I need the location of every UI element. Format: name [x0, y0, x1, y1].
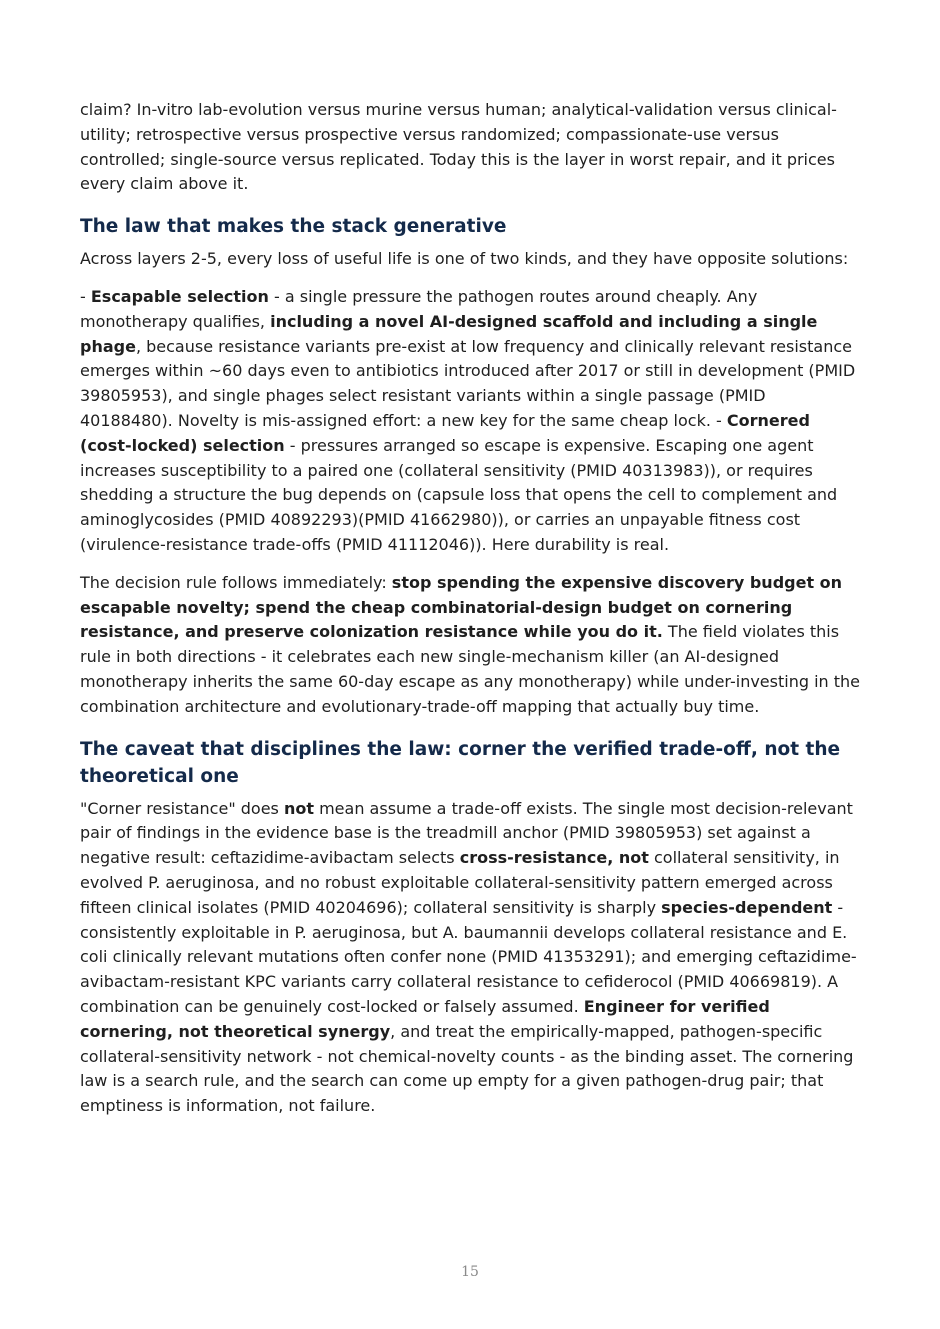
section-heading-law: The law that makes the stack generative [80, 216, 507, 238]
bold-term: cross-resistance, not [459, 848, 649, 868]
law-paragraph-3: The decision rule follows immediately: stop spending the expensive discovery budget on escapable novelty; spend the cheap combinatorial-design budget on cornering resistance, and preserve colonization resistance while you do it. The field violates this rule in both directions - it celebrates each new single-mechanism killer (an AI-designed monotherapy inherits the same 60-day escape as any monotherapy) while under-investing in the combination architecture and evolutionary-trade-off mapping that actually buy time. [80, 572, 861, 716]
law-paragraph-2: - Escapable selection - a single pressure the pathogen routes around cheaply. Any monotherapy qualifies, including a novel AI-designed scaffold and including a single phage, because resistance variants pre-exist at low frequency and clinically relevant resistance emerges within ~60 days even to antibiotics introduced after 2017 or still in development (PMID 39805953), and single phages select resistant variants within a single passage (PMID 40188480). Novelty is mis-assigned effort: a new key for the same cheap lock. - Cornered (cost-locked) selection - pressures arranged so escape is expensive. Escaping one agent increases susceptibility to a paired one (collateral sensitivity (PMID 40313983)), or requires shedding a structure the bug depends on (capsule loss that opens the cell to complement and aminoglycosides (PMID 40892293)(PMID 41662980)), or carries an unpayable fitness cost (virulence-resistance trade-offs (PMID 41112046)). Here durability is real. [80, 286, 856, 554]
bold-term: species-dependent [661, 897, 833, 917]
caveat-paragraph: "Corner resistance" does not mean assume a trade-off exists. The single most decision-relevant pair of findings in the evidence base is the treadmill anchor (PMID 39805953) set against a negative result: ceftazidime-avibactam selects cross-resistance, not collateral sensitivity, in evolved P. aeruginosa, and no robust exploitable collateral-sensitivity pattern emerged across fifteen clinical isolates (PMID 40204696); collateral sensitivity is sharply species-dependent - consistently exploitable in P. aeruginosa, but A. baumannii develops collateral resistance and E. coli clinically relevant mutations often confer none (PMID 41353291); and emerging ceftazidime-avibactam-resistant KPC variants carry collateral resistance to cefiderocol (PMID 40669819). A combination can be genuinely cost-locked or falsely assumed. Engineer for verified cornering, not theoretical synergy, and treat the empirically-mapped, pathogen-specific collateral-sensitivity network - not chemical-novelty counts - as the binding asset. The cornering law is a search rule, and the search can come up empty for a given pathogen-drug pair; that emptiness is information, not failure. [80, 798, 857, 1116]
bold-term: including a novel AI-designed scaffold and including a single phage [80, 311, 818, 356]
bold-term: not [283, 798, 314, 818]
bold-term: stop spending the expensive discovery budget on escapable novelty; spend the cheap combinatorial-design budget on cornering resistance, and preserve colonization resistance while you do it. [80, 572, 843, 642]
law-paragraph-1: Across layers 2-5, every loss of useful life is one of two kinds, and they have opposite solutions: [80, 249, 849, 269]
document-body [80, 98, 860, 1132]
bold-term: Engineer for verified cornering, not theoretical synergy [80, 996, 770, 1041]
bold-term: Escapable selection [90, 286, 269, 306]
page-number: 15 [461, 1264, 479, 1280]
section-heading-caveat: The caveat that disciplines the law: corner the verified trade-off, not the theoretical one [80, 738, 841, 787]
bold-term: Cornered (cost-locked) selection [80, 410, 810, 455]
intro-paragraph: claim? In-vitro lab-evolution versus murine versus human; analytical-validation versus clinical-utility; retrospective versus prospective versus randomized; compassionate-use versus controlled; single-source versus replicated. Today this is the layer in worst repair, and it prices every claim above it. [80, 100, 837, 194]
